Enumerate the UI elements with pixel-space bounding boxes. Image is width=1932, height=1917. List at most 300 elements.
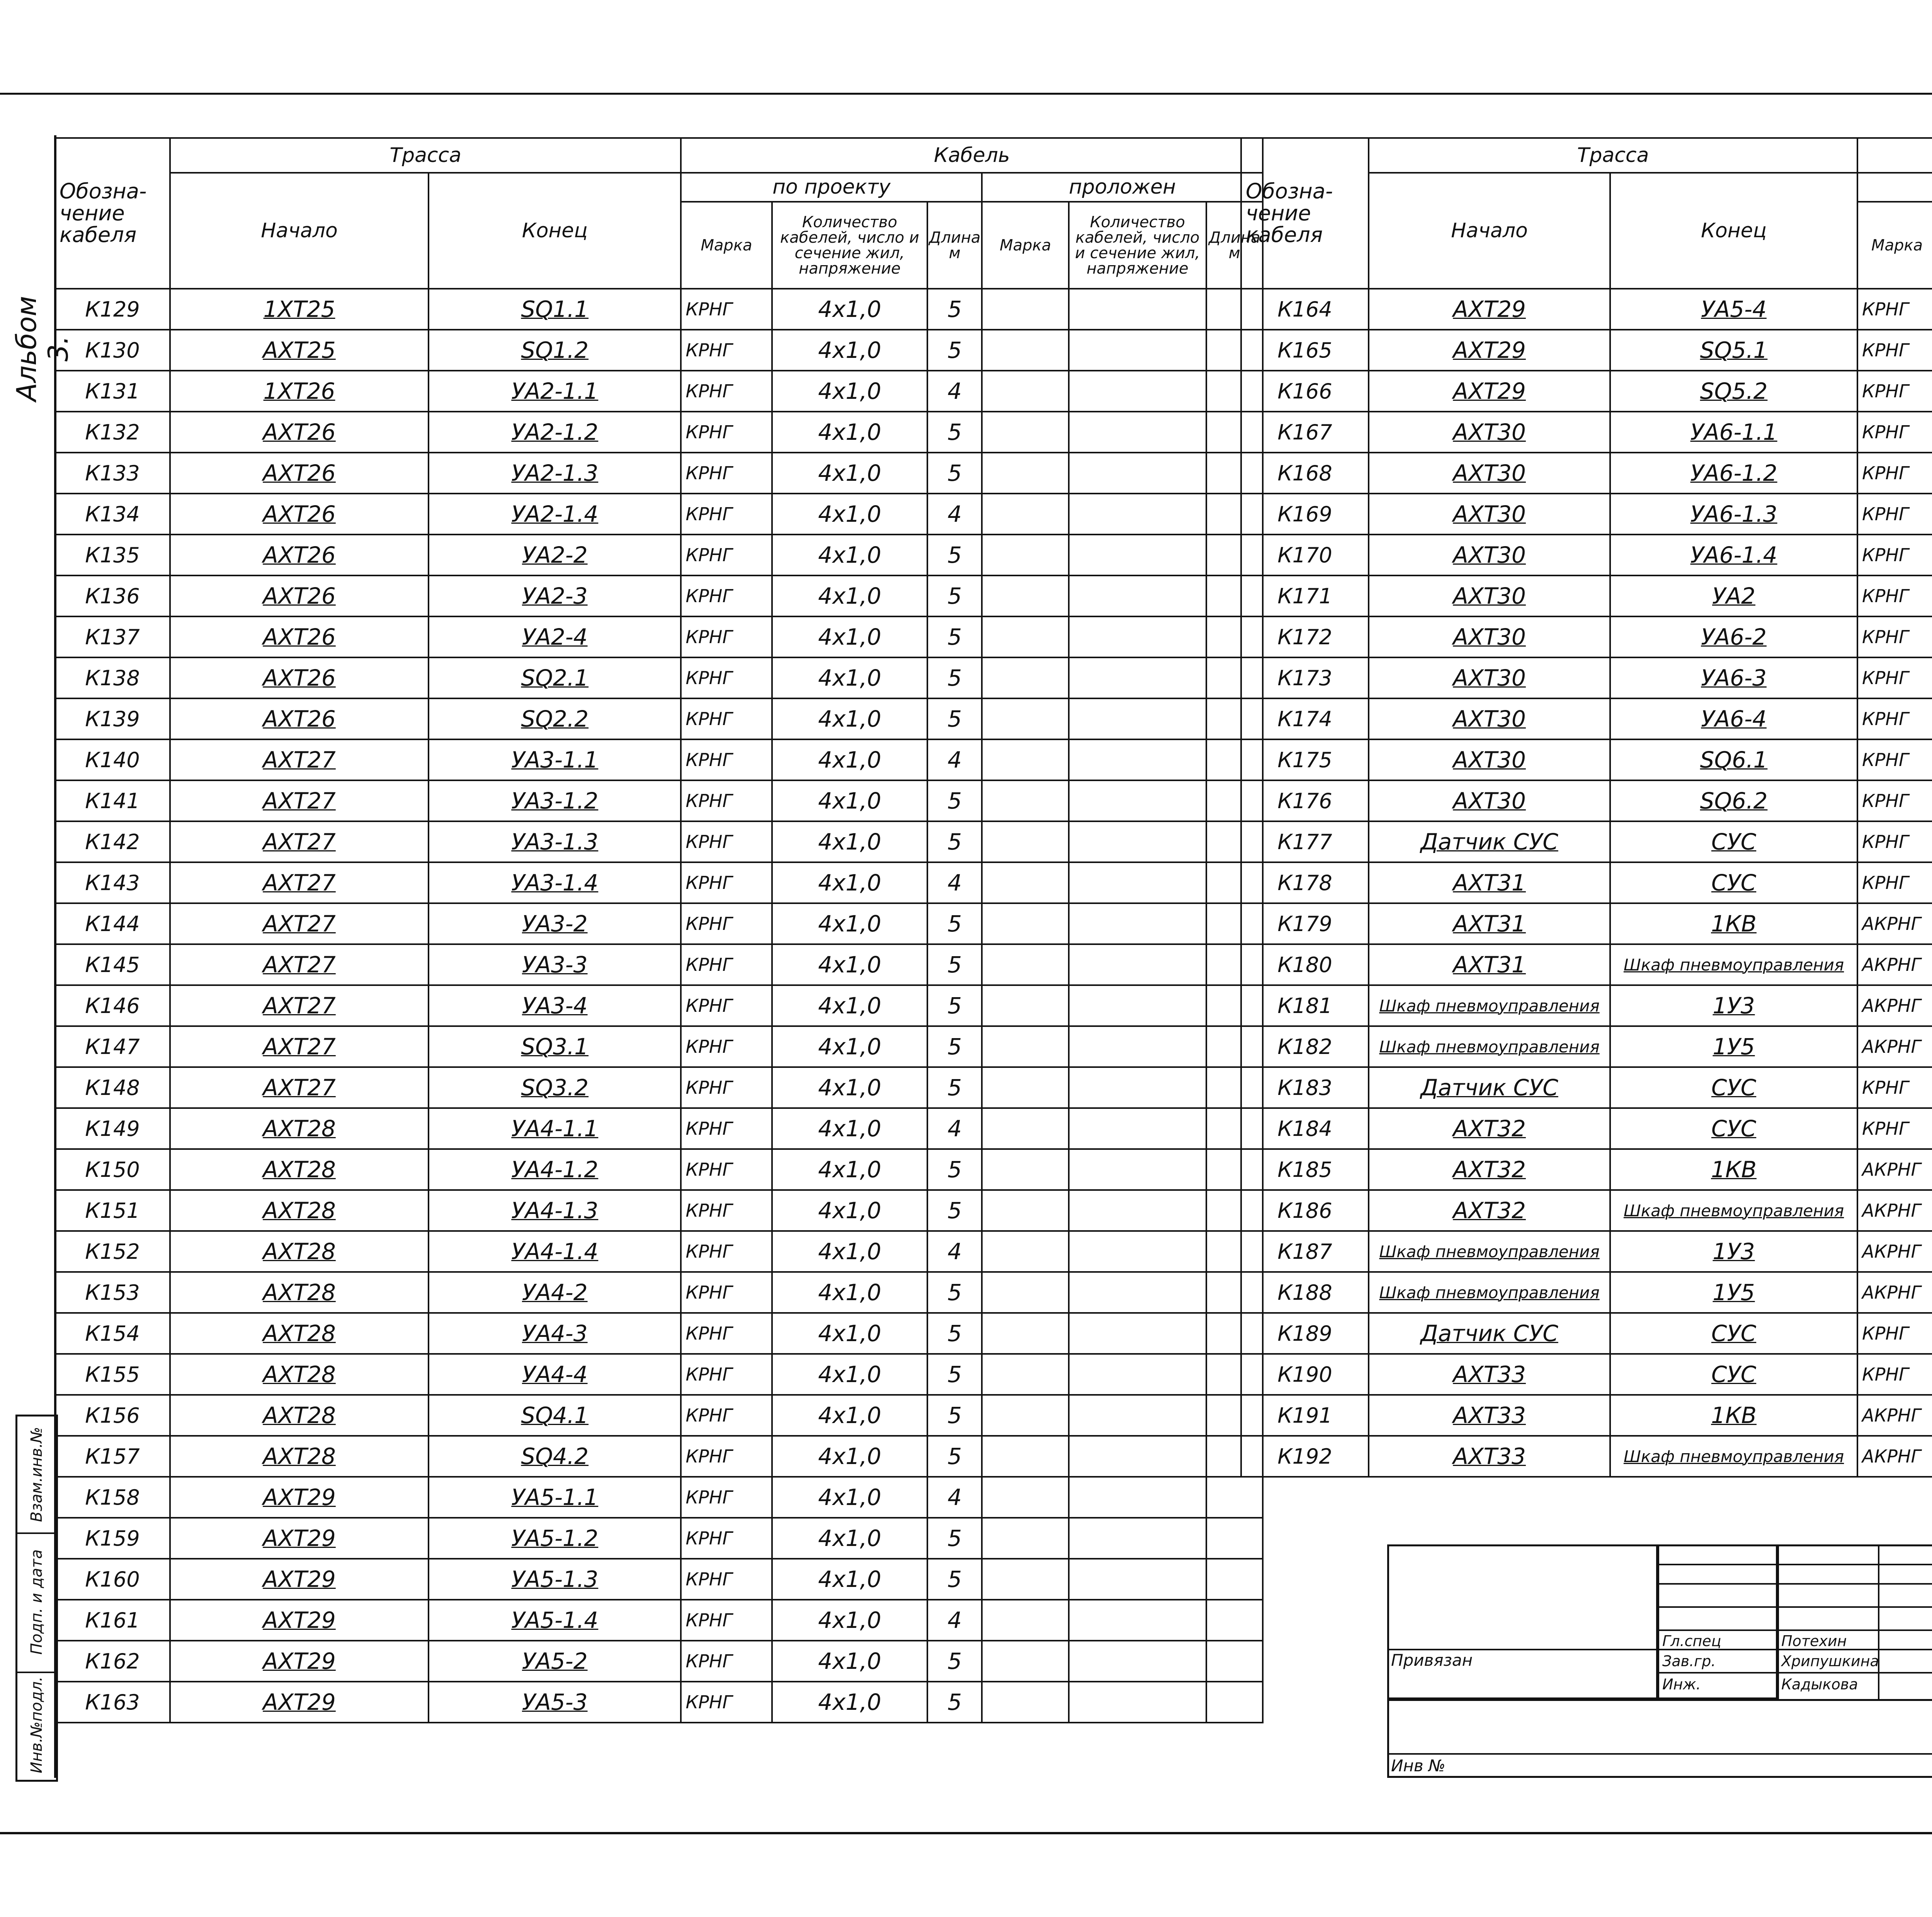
cable-brand: КРНГ	[1857, 412, 1932, 453]
route-start: 1ХТ26	[170, 371, 429, 412]
laid-size	[1069, 289, 1206, 330]
route-end: УА2-2	[429, 535, 681, 575]
route-end: СУС	[1610, 1067, 1857, 1108]
table-row	[1241, 1149, 1932, 1190]
route-start: АХТ26	[170, 698, 429, 739]
route-start: Шкаф пневмоуправления	[1369, 1231, 1610, 1272]
cable-brand: КРНГ	[681, 821, 772, 862]
cable-id: К187	[1241, 1231, 1369, 1272]
table-row	[55, 1108, 1263, 1149]
th-route: Трасса	[170, 138, 681, 173]
route-start: АХТ28	[170, 1395, 429, 1436]
route-start: АХТ33	[1369, 1436, 1610, 1477]
cable-length: 5	[927, 821, 982, 862]
cable-id: К135	[55, 535, 170, 575]
cable-brand: КРНГ	[681, 1149, 772, 1190]
cable-id: К182	[1241, 1026, 1369, 1067]
cable-brand: КРНГ	[1857, 289, 1932, 330]
table-row	[55, 535, 1263, 575]
tb-vline-2	[1878, 1544, 1879, 1699]
route-start: АХТ28	[170, 1272, 429, 1313]
bound-label: Привязан	[1391, 1651, 1473, 1670]
cable-id: К142	[55, 821, 170, 862]
laid-size	[1069, 821, 1206, 862]
route-start: АХТ33	[1369, 1395, 1610, 1436]
th-laid-brand: Марка	[982, 202, 1069, 289]
cable-length: 5	[927, 698, 982, 739]
route-end: УА2-1.3	[429, 453, 681, 494]
th-end-r: Конец	[1610, 173, 1857, 289]
cable-id: К139	[55, 698, 170, 739]
cable-brand: КРНГ	[1857, 575, 1932, 616]
table-row	[55, 494, 1263, 535]
cable-id: К174	[1241, 698, 1369, 739]
cable-id: К148	[55, 1067, 170, 1108]
cable-size: 4х1,0	[772, 1067, 928, 1108]
tb-line-4	[1658, 1629, 1932, 1631]
laid-brand	[982, 1600, 1069, 1641]
table-row	[1241, 412, 1932, 453]
table-row	[55, 289, 1263, 330]
route-start: АХТ27	[170, 1067, 429, 1108]
cable-journal-right	[1240, 137, 1932, 1478]
route-end: СУС	[1610, 1313, 1857, 1354]
th-length: Длина м	[927, 202, 982, 289]
table-row	[55, 1149, 1263, 1190]
cable-id: К180	[1241, 944, 1369, 985]
table-row	[55, 616, 1263, 657]
route-end: УА3-1.2	[429, 780, 681, 821]
cable-id: К130	[55, 330, 170, 371]
name-2: Кадыкова	[1781, 1676, 1858, 1693]
route-end: УА6-1.4	[1610, 535, 1857, 575]
cable-brand: КРНГ	[1857, 739, 1932, 780]
route-end: Шкаф пневмоуправления	[1610, 1190, 1857, 1231]
route-start: АХТ26	[170, 657, 429, 698]
cable-brand: КРНГ	[681, 1231, 772, 1272]
th-brand-r: Марка	[1857, 202, 1932, 289]
cable-brand: КРНГ	[1857, 616, 1932, 657]
name-1: Хрипушкина	[1781, 1653, 1879, 1670]
route-start: АХТ29	[1369, 289, 1610, 330]
laid-size	[1069, 944, 1206, 985]
cable-length: 5	[927, 289, 982, 330]
cable-id: К134	[55, 494, 170, 535]
laid-brand	[982, 1026, 1069, 1067]
cable-id: К161	[55, 1600, 170, 1641]
route-end: Шкаф пневмоуправления	[1610, 944, 1857, 985]
table-row	[1241, 1026, 1932, 1067]
route-end: УА4-1.2	[429, 1149, 681, 1190]
cable-size: 4х1,0	[772, 1559, 928, 1600]
route-start: АХТ30	[1369, 739, 1610, 780]
route-start: АХТ27	[170, 985, 429, 1026]
route-end: 1КВ	[1610, 1149, 1857, 1190]
cable-id: К165	[1241, 330, 1369, 371]
tb-vline-1	[1777, 1544, 1779, 1699]
th-laid: проложен	[982, 173, 1263, 202]
inv-no-label: Инв №	[1391, 1756, 1446, 1775]
laid-brand	[982, 1682, 1069, 1723]
table-row	[1241, 698, 1932, 739]
cable-id: К160	[55, 1559, 170, 1600]
route-start: АХТ27	[170, 862, 429, 903]
laid-size	[1069, 739, 1206, 780]
table-row	[55, 1436, 1263, 1477]
route-start: АХТ27	[170, 739, 429, 780]
cable-length: 5	[927, 1559, 982, 1600]
route-start: Шкаф пневмоуправления	[1369, 985, 1610, 1026]
cable-id: К129	[55, 289, 170, 330]
laid-size	[1069, 903, 1206, 944]
laid-size	[1069, 1395, 1206, 1436]
cable-brand: КРНГ	[681, 862, 772, 903]
cable-id: К156	[55, 1395, 170, 1436]
cable-id: К144	[55, 903, 170, 944]
cable-brand: КРНГ	[681, 657, 772, 698]
cable-size: 4х1,0	[772, 616, 928, 657]
route-start: АХТ29	[170, 1477, 429, 1518]
cable-id: К185	[1241, 1149, 1369, 1190]
cable-id: К179	[1241, 903, 1369, 944]
cable-brand: КРНГ	[681, 412, 772, 453]
th-cable-designation: Обозна-чение кабеля	[55, 138, 170, 289]
table-row	[55, 1313, 1263, 1354]
th-cable-designation-r: Обозна-чение кабеля	[1241, 138, 1369, 289]
th-brand: Марка	[681, 202, 772, 289]
table-row	[55, 1026, 1263, 1067]
table-row	[1241, 1231, 1932, 1272]
route-end: УА2-1.1	[429, 371, 681, 412]
cable-id: К138	[55, 657, 170, 698]
table-row	[55, 412, 1263, 453]
th-by-project: по проекту	[681, 173, 982, 202]
route-end: УА3-1.3	[429, 821, 681, 862]
tb-line-3	[1658, 1606, 1932, 1608]
table-row	[55, 1682, 1263, 1723]
table-row	[1241, 903, 1932, 944]
route-end: УА5-3	[429, 1682, 681, 1723]
route-start: АХТ31	[1369, 903, 1610, 944]
cable-id: К188	[1241, 1272, 1369, 1313]
cable-brand: КРНГ	[1857, 330, 1932, 371]
laid-brand	[982, 1477, 1069, 1518]
cable-id: К170	[1241, 535, 1369, 575]
laid-size	[1069, 1354, 1206, 1395]
cable-brand: КРНГ	[1857, 1108, 1932, 1149]
cable-id: К183	[1241, 1067, 1369, 1108]
cable-brand: КРНГ	[681, 1559, 772, 1600]
route-end: SQ1.1	[429, 289, 681, 330]
route-start: АХТ27	[170, 1026, 429, 1067]
route-end: УА2-1.4	[429, 494, 681, 535]
cable-size: 4х1,0	[772, 1477, 928, 1518]
route-start: АХТ27	[170, 780, 429, 821]
cable-id: К157	[55, 1436, 170, 1477]
laid-size	[1069, 575, 1206, 616]
cable-id: К151	[55, 1190, 170, 1231]
cable-length: 4	[927, 1231, 982, 1272]
table-row	[1241, 494, 1932, 535]
th-route-r: Трасса	[1369, 138, 1857, 173]
cable-id: К137	[55, 616, 170, 657]
route-end: УА5-1.1	[429, 1477, 681, 1518]
cable-size: 4х1,0	[772, 1313, 928, 1354]
laid-brand	[982, 821, 1069, 862]
laid-size	[1069, 1231, 1206, 1272]
cable-length: 5	[927, 575, 982, 616]
laid-size	[1069, 1682, 1206, 1723]
cable-size: 4х1,0	[772, 330, 928, 371]
route-end: УА4-2	[429, 1272, 681, 1313]
route-end: УА5-4	[1610, 289, 1857, 330]
cable-size: 4х1,0	[772, 1149, 928, 1190]
side-swap-inv: Взам.инв.№	[28, 1427, 46, 1522]
route-start: АХТ30	[1369, 412, 1610, 453]
cable-id: К168	[1241, 453, 1369, 494]
table-row	[1241, 616, 1932, 657]
cable-id: К149	[55, 1108, 170, 1149]
table-row	[1241, 1108, 1932, 1149]
route-end: SQ4.2	[429, 1436, 681, 1477]
route-start: АХТ29	[1369, 371, 1610, 412]
table-row	[1241, 1354, 1932, 1395]
cable-size: 4х1,0	[772, 494, 928, 535]
side-inv-orig: Инв.№подл.	[28, 1676, 46, 1774]
cable-size: 4х1,0	[772, 985, 928, 1026]
route-start: АХТ28	[170, 1108, 429, 1149]
laid-size	[1069, 1436, 1206, 1477]
cable-brand: КРНГ	[681, 1272, 772, 1313]
route-start: АХТ30	[1369, 575, 1610, 616]
cable-length: 5	[927, 1067, 982, 1108]
laid-brand	[982, 412, 1069, 453]
route-start: АХТ26	[170, 494, 429, 535]
route-start: АХТ25	[170, 330, 429, 371]
cable-size: 4х1,0	[772, 821, 928, 862]
route-start: АХТ30	[1369, 616, 1610, 657]
route-end: УА6-2	[1610, 616, 1857, 657]
route-end: SQ3.1	[429, 1026, 681, 1067]
route-end: УА3-3	[429, 944, 681, 985]
table-row	[1241, 289, 1932, 330]
table-row	[55, 903, 1263, 944]
cable-size: 4х1,0	[772, 657, 928, 698]
route-start: АХТ29	[170, 1518, 429, 1559]
route-end: 1КВ	[1610, 1395, 1857, 1436]
laid-size	[1069, 453, 1206, 494]
cable-brand: КРНГ	[681, 1026, 772, 1067]
route-end: SQ5.1	[1610, 330, 1857, 371]
cable-size: 4х1,0	[772, 903, 928, 944]
cable-id: К155	[55, 1354, 170, 1395]
cable-id: К191	[1241, 1395, 1369, 1436]
route-end: УА2	[1610, 575, 1857, 616]
route-end: SQ6.1	[1610, 739, 1857, 780]
route-end: SQ5.2	[1610, 371, 1857, 412]
laid-length	[1206, 1600, 1263, 1641]
cable-size: 4х1,0	[772, 944, 928, 985]
cable-id: К184	[1241, 1108, 1369, 1149]
laid-brand	[982, 1149, 1069, 1190]
laid-brand	[982, 657, 1069, 698]
cable-brand: КРНГ	[681, 1354, 772, 1395]
tb-line-1	[1658, 1564, 1932, 1565]
th-start: Начало	[170, 173, 429, 289]
route-start: АХТ28	[170, 1436, 429, 1477]
cable-length: 5	[927, 944, 982, 985]
laid-size	[1069, 494, 1206, 535]
laid-length	[1206, 1682, 1263, 1723]
laid-size	[1069, 330, 1206, 371]
cable-length: 5	[927, 535, 982, 575]
laid-size	[1069, 412, 1206, 453]
cable-brand: КРНГ	[1857, 494, 1932, 535]
table-row	[1241, 330, 1932, 371]
cable-size: 4х1,0	[772, 1026, 928, 1067]
cable-size: 4х1,0	[772, 535, 928, 575]
cable-id: К163	[55, 1682, 170, 1723]
title-block	[1387, 1544, 1932, 1778]
laid-size	[1069, 780, 1206, 821]
laid-brand	[982, 535, 1069, 575]
laid-size	[1069, 985, 1206, 1026]
laid-size	[1069, 1026, 1206, 1067]
laid-size	[1069, 371, 1206, 412]
table-row	[55, 575, 1263, 616]
cable-brand: КРНГ	[1857, 1354, 1932, 1395]
cable-brand: КРНГ	[681, 330, 772, 371]
table-row	[55, 985, 1263, 1026]
route-end: УА6-4	[1610, 698, 1857, 739]
route-end: СУС	[1610, 821, 1857, 862]
th-laid-count-section: Количество кабелей, число и сечение жил, напряжение	[1069, 202, 1206, 289]
side-stamp-block	[15, 1415, 58, 1782]
cable-brand: КРНГ	[681, 1682, 772, 1723]
route-start: Датчик СУС	[1369, 1313, 1610, 1354]
cable-brand: КРНГ	[1857, 780, 1932, 821]
th-by-project-r	[1857, 173, 1932, 202]
cable-length: 5	[927, 1395, 982, 1436]
cable-id: К147	[55, 1026, 170, 1067]
cable-brand: АКРНГ	[1857, 903, 1932, 944]
cable-length: 5	[927, 1436, 982, 1477]
table-row	[55, 1559, 1263, 1600]
route-end: УА5-2	[429, 1641, 681, 1682]
laid-size	[1069, 1641, 1206, 1682]
cable-length: 5	[927, 903, 982, 944]
laid-brand	[982, 1354, 1069, 1395]
cable-size: 4х1,0	[772, 1272, 928, 1313]
route-end: СУС	[1610, 862, 1857, 903]
laid-brand	[982, 453, 1069, 494]
route-start: АХТ31	[1369, 862, 1610, 903]
cable-brand: КРНГ	[1857, 371, 1932, 412]
cable-id: К159	[55, 1518, 170, 1559]
cable-length: 4	[927, 371, 982, 412]
tb-line-6	[1658, 1672, 1932, 1674]
laid-brand	[982, 1108, 1069, 1149]
table-row	[55, 1190, 1263, 1231]
cable-id: К132	[55, 412, 170, 453]
route-end: 1У3	[1610, 985, 1857, 1026]
route-end: СУС	[1610, 1354, 1857, 1395]
laid-size	[1069, 1272, 1206, 1313]
cable-brand: КРНГ	[1857, 453, 1932, 494]
laid-size	[1069, 1559, 1206, 1600]
cable-brand: КРНГ	[681, 698, 772, 739]
side-cell-swap	[17, 1416, 56, 1534]
cable-brand: КРНГ	[1857, 657, 1932, 698]
cable-brand: КРНГ	[681, 371, 772, 412]
laid-length	[1206, 1477, 1263, 1518]
route-start: АХТ33	[1369, 1354, 1610, 1395]
route-end: УА6-3	[1610, 657, 1857, 698]
cable-brand: КРНГ	[681, 944, 772, 985]
cable-size: 4х1,0	[772, 371, 928, 412]
route-start: АХТ32	[1369, 1108, 1610, 1149]
cable-brand: АКРНГ	[1857, 1231, 1932, 1272]
table-row	[1241, 985, 1932, 1026]
route-end: SQ4.1	[429, 1395, 681, 1436]
laid-brand	[982, 1313, 1069, 1354]
laid-size	[1069, 1477, 1206, 1518]
route-end: SQ3.2	[429, 1067, 681, 1108]
route-end: 1КВ	[1610, 903, 1857, 944]
tb-line-2	[1658, 1583, 1932, 1585]
route-end: 1У5	[1610, 1272, 1857, 1313]
table-row	[1241, 535, 1932, 575]
route-start: АХТ28	[170, 1190, 429, 1231]
route-start: АХТ26	[170, 453, 429, 494]
cable-id: К171	[1241, 575, 1369, 616]
cable-brand: КРНГ	[681, 1067, 772, 1108]
route-start: АХТ28	[170, 1354, 429, 1395]
route-start: АХТ32	[1369, 1149, 1610, 1190]
bottom-border	[0, 1832, 1932, 1834]
cable-brand: КРНГ	[681, 985, 772, 1026]
cable-size: 4х1,0	[772, 1436, 928, 1477]
route-start: Шкаф пневмоуправления	[1369, 1026, 1610, 1067]
cable-brand: КРНГ	[681, 1395, 772, 1436]
cable-brand: КРНГ	[1857, 1067, 1932, 1108]
laid-brand	[982, 1190, 1069, 1231]
route-end: SQ6.2	[1610, 780, 1857, 821]
cable-id: К186	[1241, 1190, 1369, 1231]
laid-brand	[982, 1067, 1069, 1108]
table-row	[55, 1272, 1263, 1313]
table-row	[55, 862, 1263, 903]
cable-size: 4х1,0	[772, 1600, 928, 1641]
cable-brand: КРНГ	[681, 903, 772, 944]
route-start: АХТ30	[1369, 698, 1610, 739]
route-start: АХТ30	[1369, 494, 1610, 535]
cable-length: 5	[927, 1682, 982, 1723]
cable-size: 4х1,0	[772, 780, 928, 821]
route-end: УА5-1.2	[429, 1518, 681, 1559]
cable-brand: КРНГ	[1857, 821, 1932, 862]
table-row	[55, 657, 1263, 698]
route-end: SQ2.1	[429, 657, 681, 698]
route-start: АХТ29	[170, 1641, 429, 1682]
cable-id: К158	[55, 1477, 170, 1518]
route-start: АХТ27	[170, 944, 429, 985]
cable-brand: КРНГ	[681, 1600, 772, 1641]
cable-length: 5	[927, 412, 982, 453]
table-row	[55, 1600, 1263, 1641]
route-end: УА6-1.3	[1610, 494, 1857, 535]
tb-line-8	[1387, 1753, 1932, 1755]
